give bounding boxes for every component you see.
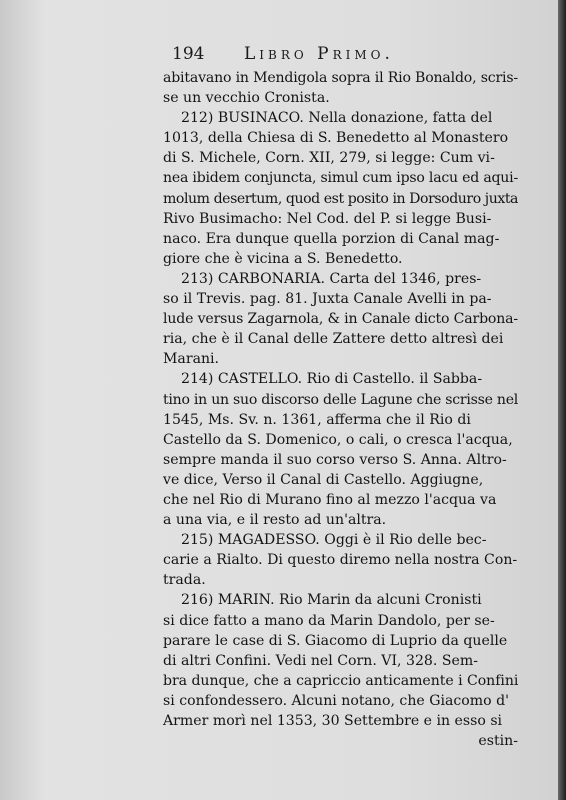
text-line: Armer morì nel 1353, 30 Settembre e in esso si	[163, 713, 503, 729]
text-line: nea ibidem conjuncta, simul cum ipso lacu ed aqui-	[163, 170, 518, 187]
running-head: Libro Primo.	[244, 44, 394, 64]
catchword: estin-	[478, 733, 518, 750]
page-body	[163, 68, 518, 751]
page-header	[172, 44, 472, 66]
text-line: tino in un suo discorso delle Lagune che scrisse nel	[163, 391, 519, 408]
text-line: molum desertum, quod est posito in Dorsoduro juxta	[163, 190, 519, 207]
page-number: 194	[172, 44, 205, 64]
text-line: naco. Era dunque quella porzion di Canal mag-	[163, 230, 500, 247]
entry-214-heading: 214) CASTELLO. Rio di Castello. il Sabba-	[181, 371, 483, 388]
text-line: bra dunque, che a capriccio anticamente i Confini	[163, 672, 519, 689]
entry-212-heading: 212) BUSINACO. Nella donazione, fatta del	[181, 110, 493, 127]
text-line: 1545, Ms. Sv. n. 1361, afferma che il Rio di	[163, 411, 471, 428]
text-line: che nel Rio di Murano fino al mezzo l'acqua va	[163, 491, 497, 508]
text-line: ria, che è il Canal delle Zattere detto altresì dei	[163, 331, 504, 348]
entry-215-heading: 215) MAGADESSO. Oggi è il Rio delle bec-	[181, 532, 487, 549]
text-line: a una via, e il resto ad un'altra.	[163, 512, 387, 529]
text-line: di S. Michele, Corn. XII, 279, si legge: Cum vi-	[163, 150, 495, 167]
text-line: Castello da S. Domenico, o cali, o cresca l'acqua,	[163, 431, 513, 448]
text-line: sempre manda il suo corso verso S. Anna. Altro-	[163, 451, 507, 468]
text-line: si confondessero. Alcuni notano, che Giacomo d'	[163, 692, 509, 709]
text-line: giore che è vicina a S. Benedetto.	[163, 250, 403, 267]
text-line: ve dice, Verso il Canal di Castello. Aggiugne,	[163, 471, 484, 488]
text-line: parare le case di S. Giacomo di Luprio da quelle	[163, 632, 508, 649]
text-line: se un vecchio Cronista.	[163, 90, 330, 107]
text-line: so il Trevis. pag. 81. Juxta Canale Avelli in pa-	[163, 291, 492, 308]
entry-213-heading: 213) CARBONARIA. Carta del 1346, pres-	[181, 270, 482, 287]
text-line: Rivo Busimacho: Nel Cod. del P. si legge Busi-	[163, 210, 492, 227]
text-line: Marani.	[163, 351, 220, 368]
text-line: lude versus Zagarnola, & in Canale dicto Carbona-	[163, 311, 519, 328]
text-line: 1013, della Chiesa di S. Benedetto al Monastero	[163, 130, 509, 147]
text-line: si dice fatto a mano da Marin Dandolo, per se-	[163, 612, 495, 629]
text-line: trada.	[163, 572, 206, 589]
text-line: carie a Rialto. Di questo diremo nella nostra Con-	[163, 552, 518, 569]
entry-216-heading: 216) MARIN. Rio Marin da alcuni Cronisti	[181, 592, 482, 609]
text-line: abitavano in Mendigola sopra il Rio Bonaldo, scris-	[163, 70, 518, 86]
page-edge	[558, 0, 566, 800]
text-line: di altri Confini. Vedi nel Corn. VI, 328. Sem-	[163, 652, 478, 669]
